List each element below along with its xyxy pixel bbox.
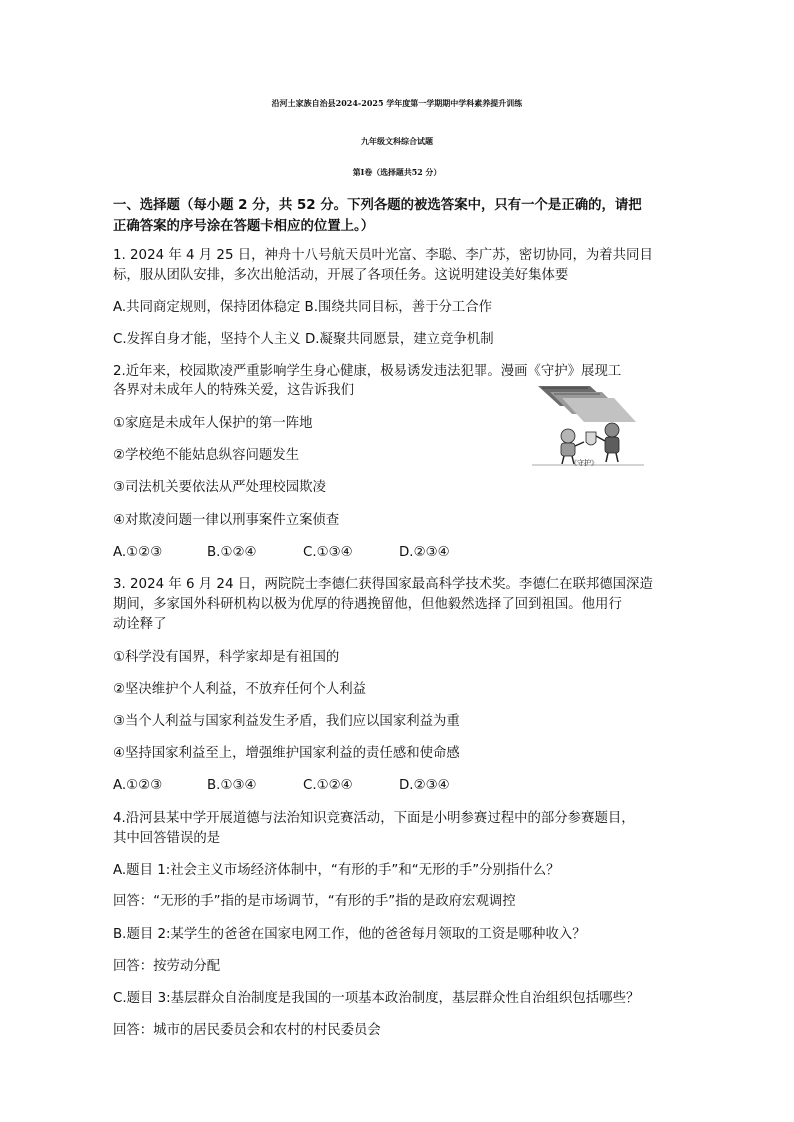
q2-option-c: C.①③④ — [303, 545, 353, 560]
q3-options — [113, 777, 450, 795]
q2-options — [113, 544, 450, 562]
q4-item-a-question: A.题目 1:社会主义市场经济体制中，“有形的手”和“无形的手”分别指什么？ — [113, 863, 560, 878]
q4-item-b-question: B.题目 2:某学生的爸爸在国家电网工作，他的爸爸每月领取的工资是哪种收入？ — [113, 927, 586, 942]
q4-stem-line1: 4.沿河县某中学开展道德与法治知识竞赛活动，下面是小明参赛过程中的部分参赛题目， — [113, 811, 635, 826]
q3-statement-3: ③当个人利益与国家利益发生矛盾，我们应以国家利益为重 — [113, 714, 460, 729]
exam-title: 九年级文科综合试题 — [361, 136, 433, 146]
q2-option-a: A.①②③ — [113, 545, 163, 560]
q3-statement-4: ④坚持国家利益至上，增强维护国家利益的责任感和使命感 — [113, 746, 460, 761]
q4-item-c-question: C.题目 3:基层群众自治制度是我国的一项基本政治制度，基层群众性自治组织包括哪些？ — [113, 991, 640, 1006]
q3-statement-2: ②坚决维护个人利益，不放弃任何个人利益 — [113, 682, 367, 697]
q2-option-d: D.②③④ — [399, 545, 450, 560]
section-heading-line2: 正确答案的序号涂在答题卡相应的位置上。） — [113, 219, 375, 234]
part-heading: 第Ⅰ卷（选择题共52 分） — [352, 168, 442, 177]
q2-statement-3: ③司法机关要依法从严处理校园欺凌 — [113, 480, 326, 495]
q1-stem-line2: 标，服从团队安排，多次出舱活动，开展了各项任务。这说明建设美好集体要 — [113, 268, 569, 283]
q2-statement-2: ②学校绝不能姑息纵容问题发生 — [113, 448, 300, 463]
q4-item-c-answer: 回答：城市的居民委员会和农村的村民委员会 — [113, 1023, 381, 1038]
q2-stem-line2: 各界对未成年人的特殊关爱，这告诉我们 — [113, 383, 355, 398]
q2-statement-1: ①家庭是未成年人保护的第一阵地 — [113, 416, 313, 431]
q3-stem-line2: 期间，多家国外科研机构以极为优厚的待遇挽留他，但他毅然选择了回到祖国。他用行 — [113, 597, 622, 612]
section-heading-line1: 一、选择题（每小题 2 分，共 52 分。下列各题的被选答案中，只有一个是正确的，请把 — [113, 198, 642, 213]
q4-stem-line2: 其中回答错误的是 — [113, 831, 221, 846]
q3-option-c: C.①②④ — [303, 778, 353, 793]
exam-subtitle: 沿河土家族自治县2024-2025 学年度第一学期期中学科素养提升训练 — [271, 98, 523, 108]
q4-item-b-answer: 回答：按劳动分配 — [113, 959, 221, 974]
q2-option-b: B.①②④ — [207, 545, 257, 560]
cartoon-caption: 《守护》 — [570, 459, 598, 467]
q3-option-b: B.①③④ — [207, 778, 257, 793]
q2-stem-line1: 2.近年来，校园欺凌严重影响学生身心健康，极易诱发违法犯罪。漫画《守护》展现工 — [113, 364, 622, 379]
q3-stem-line3: 动诠释了 — [113, 617, 167, 632]
cartoon-image — [532, 384, 644, 470]
q4-item-a-answer: 回答：“无形的手”指的是市场调节，“有形的手”指的是政府宏观调控 — [113, 894, 516, 909]
q3-option-a: A.①②③ — [113, 778, 163, 793]
q3-statement-1: ①科学没有国界，科学家却是有祖国的 — [113, 650, 340, 665]
q2-statement-4: ④对欺凌问题一律以刑事案件立案侦查 — [113, 513, 340, 528]
q3-option-d: D.②③④ — [399, 778, 450, 793]
q1-stem-line1: 1. 2024 年 4 月 25 日，神舟十八号航天员叶光富、李聪、李广苏，密切协同，为着共同目 — [113, 248, 653, 263]
q1-options-cd: C.发挥自身才能，坚持个人主义 D.凝聚共同愿景，建立竞争机制 — [113, 332, 494, 347]
q3-stem-line1: 3. 2024 年 6 月 24 日，两院院士李德仁获得国家最高科学技术奖。李德仁在联邦德国深造 — [113, 577, 653, 592]
q1-options-ab: A.共同商定规则，保持团体稳定 B.围绕共同目标，善于分工合作 — [113, 300, 493, 315]
